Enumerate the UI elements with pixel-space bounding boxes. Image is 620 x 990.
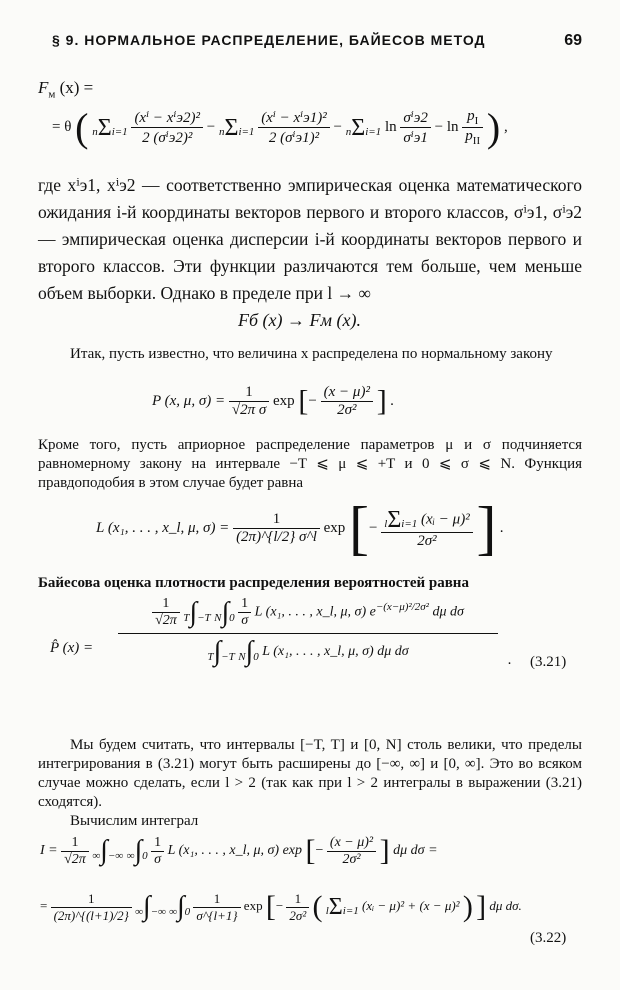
equation-limit: Fб (x) → Fм (x).	[238, 310, 361, 330]
equation-bayes-dot: .	[508, 652, 512, 668]
equation-integral-line2: = $\frac{1}{(2\pi)\^{}\{(l+1)/2\}}$ ∞∫−∞ ∞∫0 $\frac{1}{\sigma\^{}\{l+1\}}$ exp [− $\frac{1}{\text{2σ²}}$ ( lΣi=1 (xᵢ − μ)² + (x − μ)² ) ] dμ dσ.	[40, 890, 522, 923]
paragraph-definitions: где xⁱэ1, xⁱэ2 — соответственно эмпирическая оценка математического ожидания i-й координаты векторов первого и второго классов, σⁱэ1, σⁱэ2 — эмпирическая оценка дисперсии i-й координаты векторов первого и второго классов. Эти функции различаются тем больше, чем меньше объем выборки. Однако в пределе при l → ∞	[38, 175, 582, 303]
equation-normal: P (x, μ, σ) = $\frac{1}{\text{√2π σ}}$ exp [− $\frac{\text{(x − μ)²}}{\text{2σ²}}$ ] .	[152, 384, 395, 418]
paragraph-compute-integral: Вычислим интеграл	[70, 813, 199, 829]
equation-bayes-fraction: $\frac{1}{√2\pi}$ T∫−T N∫0 $\frac{1}{\sigma}$ L (x₁, . . . , x_l, μ, σ) $e^{-(x-\mu)^2/2\sigma^2}$ dμ dσ T∫−T N∫0 L (x₁, . . . , x_l, μ, σ) dμ dσ	[118, 596, 498, 666]
running-header	[52, 32, 582, 50]
equation-integral-line1: I = $\frac{1}{√2\pi}$ ∞∫−∞ ∞∫0 $\frac{1}{\sigma}$ L (x₁, . . . , x_l, μ, σ) exp [− $\frac{\text{(x − μ)²}}{\text{2σ²}}$ ] dμ dσ =	[40, 834, 438, 867]
equation-likelihood: L (x₁, . . . , x_l, μ, σ) = $\frac{1}{(2\pi)\^{}\{l/2\} \sigma\^{}l}$ exp [− $\frac{\text{lΣi=1 (xᵢ − μ)²}}{\text{2σ²}}$ ] .	[96, 495, 504, 561]
paragraph-intervals: Мы будем считать, что интервалы [−T, T] и [0, N] столь велики, что пределы интегрирования в (3.21) могут быть расширены до [−∞, ∞] и [0, ∞]. Это во всяком случае можно сделать, если l > 2 (так как при l > 2 интегралы в выражении (3.21) сходятся).	[38, 737, 582, 810]
equation-fm: = θ ( nΣi=1 $\frac{\text{(xⁱ − xⁱэ2)²}}{\text{2 (σⁱэ2)²}}$ − nΣi=1 $\frac{\text{(xⁱ − xⁱэ1)²}}{\text{2 (σⁱэ1)²}}$ − nΣi=1 ln $\frac{\text{σⁱэ2}}{\text{σⁱэ1}}$ − ln $\frac{p_I}{p_{II}}$ ) ,	[52, 105, 508, 150]
page-number: 69	[564, 32, 582, 49]
equation-number-321: (3.21)	[530, 654, 567, 670]
paragraph-prior: Кроме того, пусть априорное распределение параметров μ и σ подчиняется равномерному закону на интервале −T ⩽ μ ⩽ +T и 0 ⩽ σ ⩽ N. Функция правдоподобия в этом случае будет равна	[38, 437, 582, 491]
paragraph-bayes-intro: Байесова оценка плотности распределения вероятностей равна	[38, 575, 469, 591]
equation-bayes-lhs: P̂ (x) =	[50, 640, 94, 656]
paragraph-normal-intro: Итак, пусть известно, что величина x распределена по нормальному закону	[70, 346, 553, 362]
equation-number-322: (3.22)	[530, 930, 567, 946]
equation-fm-lhs: $F_м$ (x) =	[38, 78, 94, 101]
section-title: § 9. НОРМАЛЬНОЕ РАСПРЕДЕЛЕНИЕ, БАЙЕСОВ МЕТОД	[52, 32, 486, 48]
